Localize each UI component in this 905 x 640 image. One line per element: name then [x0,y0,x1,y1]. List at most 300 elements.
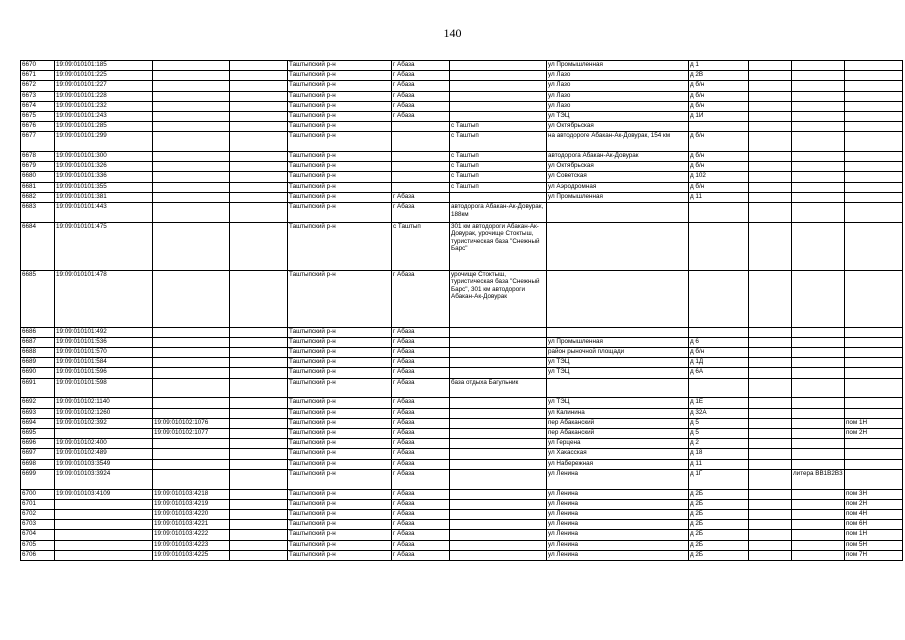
blank-cell-cell [749,101,792,111]
room-number-cell [845,81,903,91]
house-number-cell: д 2Б [689,520,749,530]
sub-cadastral-number-cell [153,71,230,81]
locality-cell [450,418,547,428]
blank-cell-cell [230,459,288,469]
cadastral-number-cell: 19:09:010101:443 [55,203,153,223]
table-row [21,408,903,418]
letter-designation-cell [792,61,845,71]
blank-cell-cell [230,337,288,347]
cadastral-number-cell: 19:09:010101:492 [55,327,153,337]
cadastral-number-cell: 19:09:010101:598 [55,378,153,398]
blank-cell-cell [749,368,792,378]
street-cell: ул Лазо [547,71,689,81]
city-cell: г Абаза [392,459,450,469]
district-cell: Таштыпский р-н [288,540,392,550]
sub-cadastral-number-cell: 19:09:010103:4223 [153,540,230,550]
room-number-cell: пом 6Н [845,520,903,530]
room-number-cell [845,348,903,358]
row-number-cell: 6679 [21,162,55,172]
cadastral-number-cell [55,520,153,530]
blank-cell-cell [230,172,288,182]
house-number-cell: д 2Б [689,509,749,519]
room-number-cell [845,459,903,469]
district-cell: Таштыпский р-н [288,162,392,172]
sub-cadastral-number-cell [153,348,230,358]
room-number-cell [845,172,903,182]
sub-cadastral-number-cell [153,61,230,71]
house-number-cell: д 11 [689,459,749,469]
house-number-cell: д б/н [689,348,749,358]
cadastral-number-cell: 19:09:010101:227 [55,81,153,91]
cadastral-number-cell: 19:09:010101:326 [55,162,153,172]
street-cell: автодорога Абакан-Ак-Довурак [547,152,689,162]
row-number-cell: 6678 [21,152,55,162]
district-cell: Таштыпский р-н [288,489,392,499]
cadastral-number-cell: 19:09:010101:596 [55,368,153,378]
city-cell: г Абаза [392,530,450,540]
district-cell: Таштыпский р-н [288,550,392,560]
letter-designation-cell [792,520,845,530]
room-number-cell [845,378,903,398]
table-row [21,81,903,91]
cadastral-number-cell [55,499,153,509]
cadastral-number-cell: 19:09:010102:392 [55,418,153,428]
room-number-cell [845,182,903,192]
sub-cadastral-number-cell [153,398,230,408]
city-cell: г Абаза [392,337,450,347]
letter-designation-cell [792,122,845,132]
letter-designation-cell [792,337,845,347]
street-cell: ул Промышленная [547,337,689,347]
city-cell: г Абаза [392,418,450,428]
city-cell: г Абаза [392,81,450,91]
house-number-cell: д 102 [689,172,749,182]
blank-cell-cell [230,520,288,530]
cadastral-number-cell: 19:09:010101:336 [55,172,153,182]
table-row [21,540,903,550]
room-number-cell [845,439,903,449]
district-cell: Таштыпский р-н [288,152,392,162]
blank-cell-cell [230,182,288,192]
sub-cadastral-number-cell [153,408,230,418]
blank-cell-cell [230,368,288,378]
city-cell: г Абаза [392,327,450,337]
blank-cell-cell [230,358,288,368]
district-cell: Таштыпский р-н [288,91,392,101]
blank-cell-cell [230,71,288,81]
row-number-cell: 6676 [21,122,55,132]
table-row [21,348,903,358]
room-number-cell [845,192,903,202]
table-row [21,449,903,459]
house-number-cell: д 2Б [689,499,749,509]
blank-cell-cell [230,203,288,223]
city-cell [392,122,450,132]
district-cell: Таштыпский р-н [288,509,392,519]
room-number-cell: пом 1Н [845,530,903,540]
cadastral-number-cell: 19:09:010101:536 [55,337,153,347]
cadastral-number-cell: 19:09:010101:228 [55,91,153,101]
letter-designation-cell [792,398,845,408]
cadastral-number-cell: 19:09:010101:285 [55,122,153,132]
district-cell: Таштыпский р-н [288,222,392,270]
street-cell: ул Октябрьская [547,122,689,132]
room-number-cell [845,101,903,111]
locality-cell [450,429,547,439]
row-number-cell: 6697 [21,449,55,459]
blank-cell-cell [749,449,792,459]
blank-cell-cell [749,520,792,530]
blank-cell-cell [749,172,792,182]
house-number-cell: д б/н [689,152,749,162]
city-cell: г Абаза [392,439,450,449]
row-number-cell: 6700 [21,489,55,499]
street-cell: ул Октябрьская [547,162,689,172]
letter-designation-cell [792,449,845,459]
city-cell: г Абаза [392,101,450,111]
house-number-cell: д б/н [689,91,749,101]
table-row [21,337,903,347]
table-row [21,172,903,182]
district-cell: Таштыпский р-н [288,270,392,327]
district-cell: Таштыпский р-н [288,203,392,223]
blank-cell-cell [749,122,792,132]
city-cell: г Абаза [392,489,450,499]
row-number-cell: 6672 [21,81,55,91]
district-cell: Таштыпский р-н [288,172,392,182]
house-number-cell: д 2Б [689,489,749,499]
house-number-cell: д 6 [689,337,749,347]
locality-cell [450,101,547,111]
sub-cadastral-number-cell [153,182,230,192]
district-cell: Таштыпский р-н [288,469,392,489]
sub-cadastral-number-cell [153,203,230,223]
sub-cadastral-number-cell [153,192,230,202]
locality-cell: с Таштып [450,182,547,192]
blank-cell-cell [749,111,792,121]
row-number-cell: 6698 [21,459,55,469]
sub-cadastral-number-cell: 19:09:010103:4220 [153,509,230,519]
room-number-cell [845,111,903,121]
row-number-cell: 6673 [21,91,55,101]
row-number-cell: 6689 [21,358,55,368]
city-cell: с Таштып [392,222,450,270]
row-number-cell: 6699 [21,469,55,489]
letter-designation-cell [792,222,845,270]
letter-designation-cell [792,418,845,428]
page-number: 140 [443,26,462,40]
room-number-cell [845,469,903,489]
blank-cell-cell [230,91,288,101]
street-cell: ул ТЭЦ [547,368,689,378]
city-cell: г Абаза [392,520,450,530]
registry-table [20,60,903,561]
blank-cell-cell [230,152,288,162]
table-row [21,509,903,519]
house-number-cell [689,327,749,337]
sub-cadastral-number-cell [153,122,230,132]
sub-cadastral-number-cell [153,358,230,368]
street-cell: пер Абаканский [547,429,689,439]
letter-designation-cell [792,152,845,162]
row-number-cell: 6682 [21,192,55,202]
letter-designation-cell [792,81,845,91]
table-row [21,132,903,152]
row-number-cell: 6686 [21,327,55,337]
blank-cell-cell [749,540,792,550]
cadastral-number-cell: 19:09:010102:1260 [55,408,153,418]
letter-designation-cell [792,101,845,111]
street-cell: ул Лазо [547,81,689,91]
blank-cell-cell [749,418,792,428]
row-number-cell: 6670 [21,61,55,71]
cadastral-number-cell: 19:09:010101:232 [55,101,153,111]
street-cell: на автодороге Абакан-Ак-Довурак, 154 км [547,132,689,152]
cadastral-number-cell [55,509,153,519]
city-cell: г Абаза [392,71,450,81]
street-cell: ул Набережная [547,459,689,469]
room-number-cell [845,203,903,223]
locality-cell [450,398,547,408]
room-number-cell [845,408,903,418]
row-number-cell: 6704 [21,530,55,540]
district-cell: Таштыпский р-н [288,71,392,81]
city-cell: г Абаза [392,550,450,560]
sub-cadastral-number-cell: 19:09:010103:4218 [153,489,230,499]
district-cell: Таштыпский р-н [288,81,392,91]
letter-designation-cell [792,71,845,81]
district-cell: Таштыпский р-н [288,499,392,509]
district-cell: Таштыпский р-н [288,101,392,111]
blank-cell-cell [230,378,288,398]
district-cell: Таштыпский р-н [288,449,392,459]
blank-cell-cell [749,162,792,172]
letter-designation-cell [792,203,845,223]
city-cell: г Абаза [392,398,450,408]
blank-cell-cell [749,132,792,152]
house-number-cell: д б/н [689,132,749,152]
row-number-cell: 6706 [21,550,55,560]
locality-cell [450,550,547,560]
street-cell: ул Ленина [547,530,689,540]
district-cell: Таштыпский р-н [288,111,392,121]
row-number-cell: 6692 [21,398,55,408]
street-cell [547,203,689,223]
row-number-cell: 6694 [21,418,55,428]
locality-cell [450,540,547,550]
blank-cell-cell [230,270,288,327]
blank-cell-cell [230,61,288,71]
city-cell [392,152,450,162]
house-number-cell [689,203,749,223]
room-number-cell [845,91,903,101]
district-cell: Таштыпский р-н [288,132,392,152]
table-row [21,152,903,162]
row-number-cell: 6677 [21,132,55,152]
sub-cadastral-number-cell: 19:09:010103:4219 [153,499,230,509]
locality-cell: с Таштып [450,152,547,162]
blank-cell-cell [749,489,792,499]
street-cell: ул Ленина [547,520,689,530]
cadastral-number-cell: 19:09:010101:478 [55,270,153,327]
room-number-cell [845,222,903,270]
sub-cadastral-number-cell [153,111,230,121]
blank-cell-cell [230,348,288,358]
district-cell: Таштыпский р-н [288,439,392,449]
street-cell: ул Ленина [547,489,689,499]
sub-cadastral-number-cell [153,469,230,489]
city-cell: г Абаза [392,348,450,358]
blank-cell-cell [230,122,288,132]
district-cell: Таштыпский р-н [288,192,392,202]
letter-designation-cell [792,530,845,540]
house-number-cell: д 5 [689,418,749,428]
locality-cell [450,459,547,469]
house-number-cell: д б/н [689,101,749,111]
room-number-cell [845,122,903,132]
district-cell: Таштыпский р-н [288,418,392,428]
row-number-cell: 6696 [21,439,55,449]
district-cell: Таштыпский р-н [288,459,392,469]
blank-cell-cell [230,111,288,121]
blank-cell-cell [749,192,792,202]
house-number-cell [689,270,749,327]
row-number-cell: 6671 [21,71,55,81]
blank-cell-cell [749,439,792,449]
district-cell: Таштыпский р-н [288,520,392,530]
blank-cell-cell [749,152,792,162]
row-number-cell: 6705 [21,540,55,550]
blank-cell-cell [749,408,792,418]
table-row [21,499,903,509]
row-number-cell: 6691 [21,378,55,398]
district-cell: Таштыпский р-н [288,368,392,378]
street-cell: ул Лазо [547,91,689,101]
letter-designation-cell [792,439,845,449]
city-cell: г Абаза [392,469,450,489]
district-cell: Таштыпский р-н [288,398,392,408]
row-number-cell: 6685 [21,270,55,327]
house-number-cell: д 2 [689,439,749,449]
row-number-cell: 6703 [21,520,55,530]
street-cell [547,222,689,270]
room-number-cell [845,61,903,71]
house-number-cell: д 2В [689,71,749,81]
city-cell: г Абаза [392,540,450,550]
street-cell: ул Советская [547,172,689,182]
street-cell: ул Герцена [547,439,689,449]
room-number-cell [845,358,903,368]
house-number-cell: д 1Д [689,358,749,368]
locality-cell [450,368,547,378]
district-cell: Таштыпский р-н [288,530,392,540]
sub-cadastral-number-cell [153,91,230,101]
sub-cadastral-number-cell [153,378,230,398]
table-row [21,222,903,270]
table-row [21,398,903,408]
blank-cell-cell [230,489,288,499]
room-number-cell [845,398,903,408]
row-number-cell: 6683 [21,203,55,223]
house-number-cell: д 32А [689,408,749,418]
sub-cadastral-number-cell [153,327,230,337]
row-number-cell: 6702 [21,509,55,519]
blank-cell-cell [230,469,288,489]
room-number-cell: пом 3Н [845,489,903,499]
sub-cadastral-number-cell: 19:09:010102:1076 [153,418,230,428]
district-cell: Таштыпский р-н [288,182,392,192]
table-row [21,550,903,560]
house-number-cell: д 1 [689,61,749,71]
letter-designation-cell [792,408,845,418]
row-number-cell: 6701 [21,499,55,509]
city-cell: г Абаза [392,203,450,223]
sub-cadastral-number-cell [153,459,230,469]
locality-cell [450,348,547,358]
blank-cell-cell [230,327,288,337]
house-number-cell: д б/н [689,81,749,91]
cadastral-number-cell [55,530,153,540]
street-cell [547,270,689,327]
blank-cell-cell [749,270,792,327]
locality-cell [450,408,547,418]
locality-cell [450,61,547,71]
city-cell [392,162,450,172]
street-cell: ул Лазо [547,101,689,111]
house-number-cell: д 6А [689,368,749,378]
locality-cell [450,81,547,91]
blank-cell-cell [230,429,288,439]
sub-cadastral-number-cell [153,132,230,152]
table-body [21,61,903,561]
table-row [21,122,903,132]
letter-designation-cell [792,540,845,550]
room-number-cell [845,270,903,327]
letter-designation-cell [792,91,845,101]
street-cell [547,327,689,337]
blank-cell-cell [749,337,792,347]
cadastral-number-cell: 19:09:010101:225 [55,71,153,81]
letter-designation-cell [792,550,845,560]
locality-cell [450,449,547,459]
letter-designation-cell [792,368,845,378]
sub-cadastral-number-cell [153,152,230,162]
city-cell: г Абаза [392,499,450,509]
table-row [21,61,903,71]
blank-cell-cell [749,499,792,509]
blank-cell-cell [230,398,288,408]
cadastral-number-cell: 19:09:010101:475 [55,222,153,270]
blank-cell-cell [749,378,792,398]
letter-designation-cell [792,192,845,202]
city-cell: г Абаза [392,449,450,459]
house-number-cell: д б/н [689,162,749,172]
street-cell: ул Ленина [547,540,689,550]
blank-cell-cell [230,439,288,449]
house-number-cell: д 2Б [689,540,749,550]
cadastral-number-cell: 19:09:010101:355 [55,182,153,192]
letter-designation-cell [792,270,845,327]
room-number-cell [845,71,903,81]
table-row [21,459,903,469]
cadastral-number-cell: 19:09:010101:243 [55,111,153,121]
cadastral-number-cell: 19:09:010102:400 [55,439,153,449]
locality-cell: с Таштып [450,132,547,152]
house-number-cell: д 5 [689,429,749,439]
city-cell [392,132,450,152]
locality-cell [450,91,547,101]
sub-cadastral-number-cell [153,439,230,449]
